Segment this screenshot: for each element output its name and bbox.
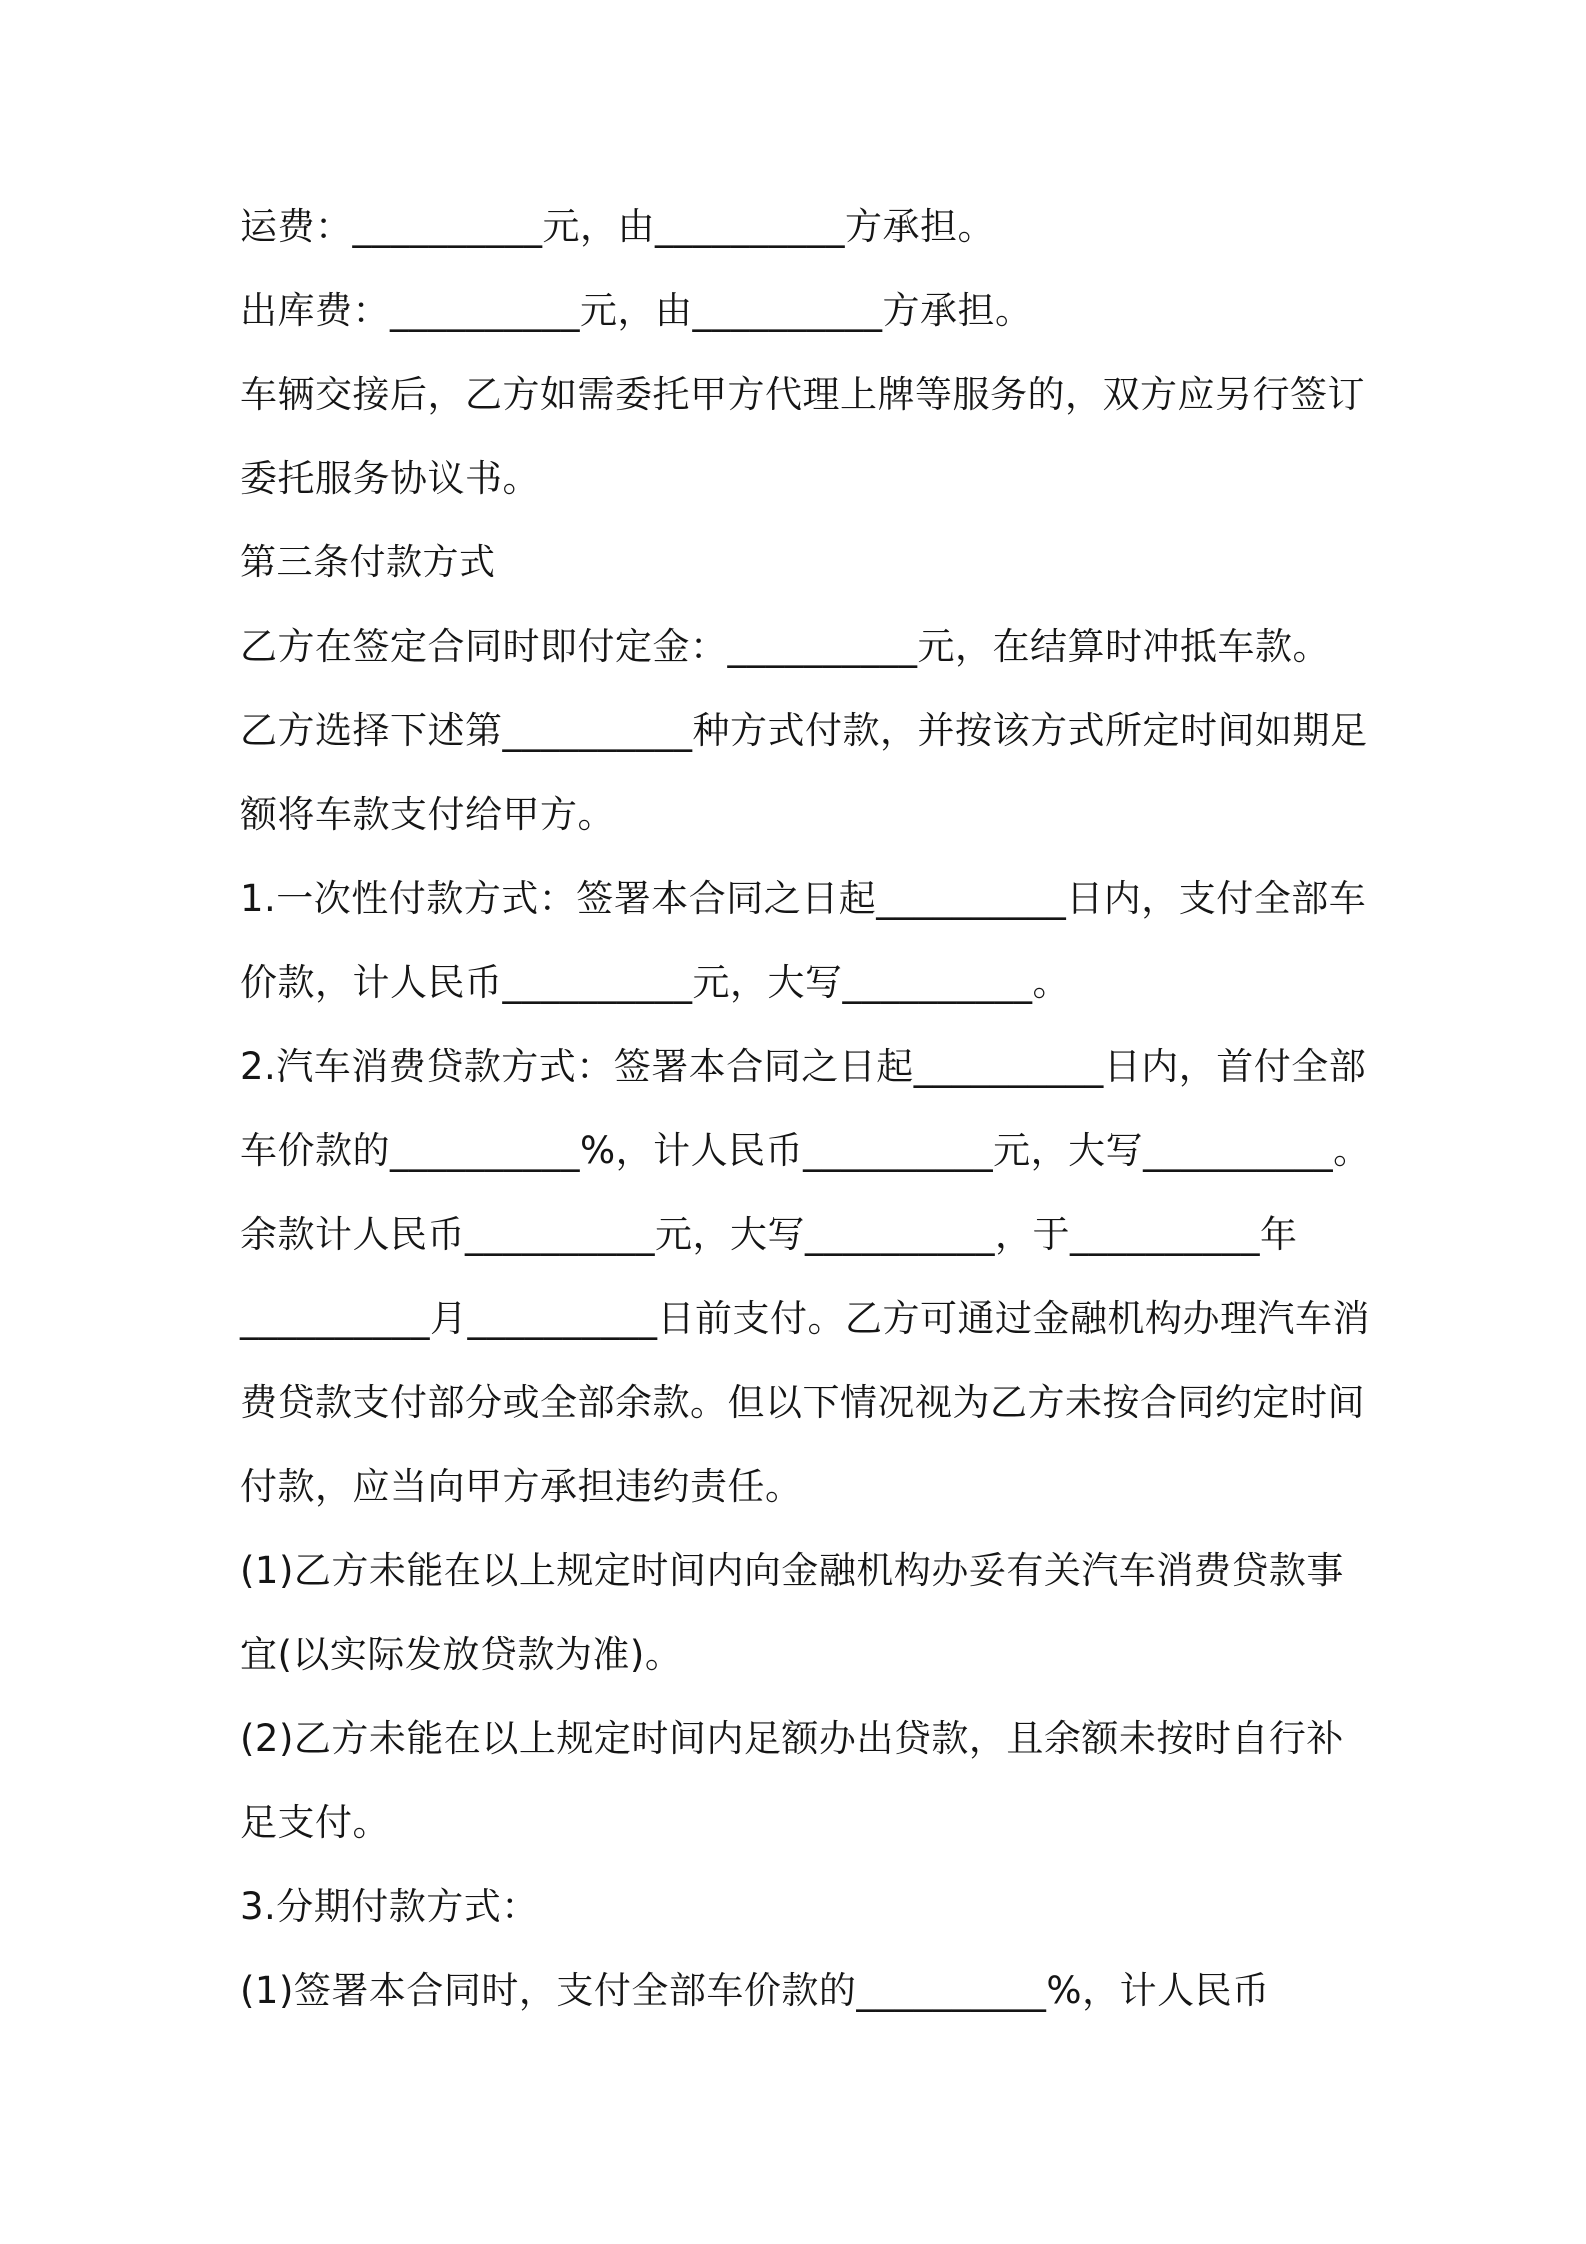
paragraph-line: 委托服务协议书。	[240, 457, 540, 500]
list-item-line: 价款，计人民币__________元，大写__________。	[240, 961, 1070, 1004]
list-item-line: 付款，应当向甲方承担违约责任。	[240, 1465, 803, 1508]
list-item-line: 车价款的__________%，计人民币__________元，大写__________。	[240, 1129, 1371, 1172]
sub-item-line: (1)签署本合同时，支付全部车价款的__________%，计人民币	[240, 1969, 1270, 2012]
deposit-line: 乙方在签定合同时即付定金：__________元，在结算时冲抵车款。	[240, 625, 1330, 668]
list-item-line: 3.分期付款方式：	[240, 1885, 539, 1928]
paragraph-line: 乙方选择下述第__________种方式付款，并按该方式所定时间如期足	[240, 709, 1368, 752]
list-item-line: 费贷款支付部分或全部余款。但以下情况视为乙方未按合同约定时间	[240, 1381, 1365, 1424]
section-heading: 第三条付款方式	[240, 542, 496, 583]
list-item-line: 1.一次性付款方式：签署本合同之日起__________日内，支付全部车	[240, 877, 1367, 920]
list-item-line: 2.汽车消费贷款方式：签署本合同之日起__________日内，首付全部	[240, 1045, 1367, 1088]
paragraph-line: 车辆交接后，乙方如需委托甲方代理上牌等服务的，双方应另行签订	[240, 373, 1365, 416]
list-item-line: __________月__________日前支付。乙方可通过金融机构办理汽车消	[240, 1297, 1370, 1340]
sub-item-line: (1)乙方未能在以上规定时间内向金融机构办妥有关汽车消费贷款事	[240, 1549, 1344, 1592]
list-item-line: 余款计人民币__________元，大写__________，于__________年	[240, 1213, 1298, 1256]
warehouse-fee-line: 出库费：__________元，由__________方承担。	[240, 289, 1033, 332]
sub-item-line: (2)乙方未能在以上规定时间内足额办出贷款，且余额未按时自行补	[240, 1717, 1344, 1760]
paragraph-line: 额将车款支付给甲方。	[240, 793, 615, 836]
sub-item-line: 宜(以实际发放贷款为准)。	[240, 1633, 683, 1676]
sub-item-line: 足支付。	[240, 1801, 390, 1844]
freight-line: 运费：__________元，由__________方承担。	[240, 205, 995, 248]
